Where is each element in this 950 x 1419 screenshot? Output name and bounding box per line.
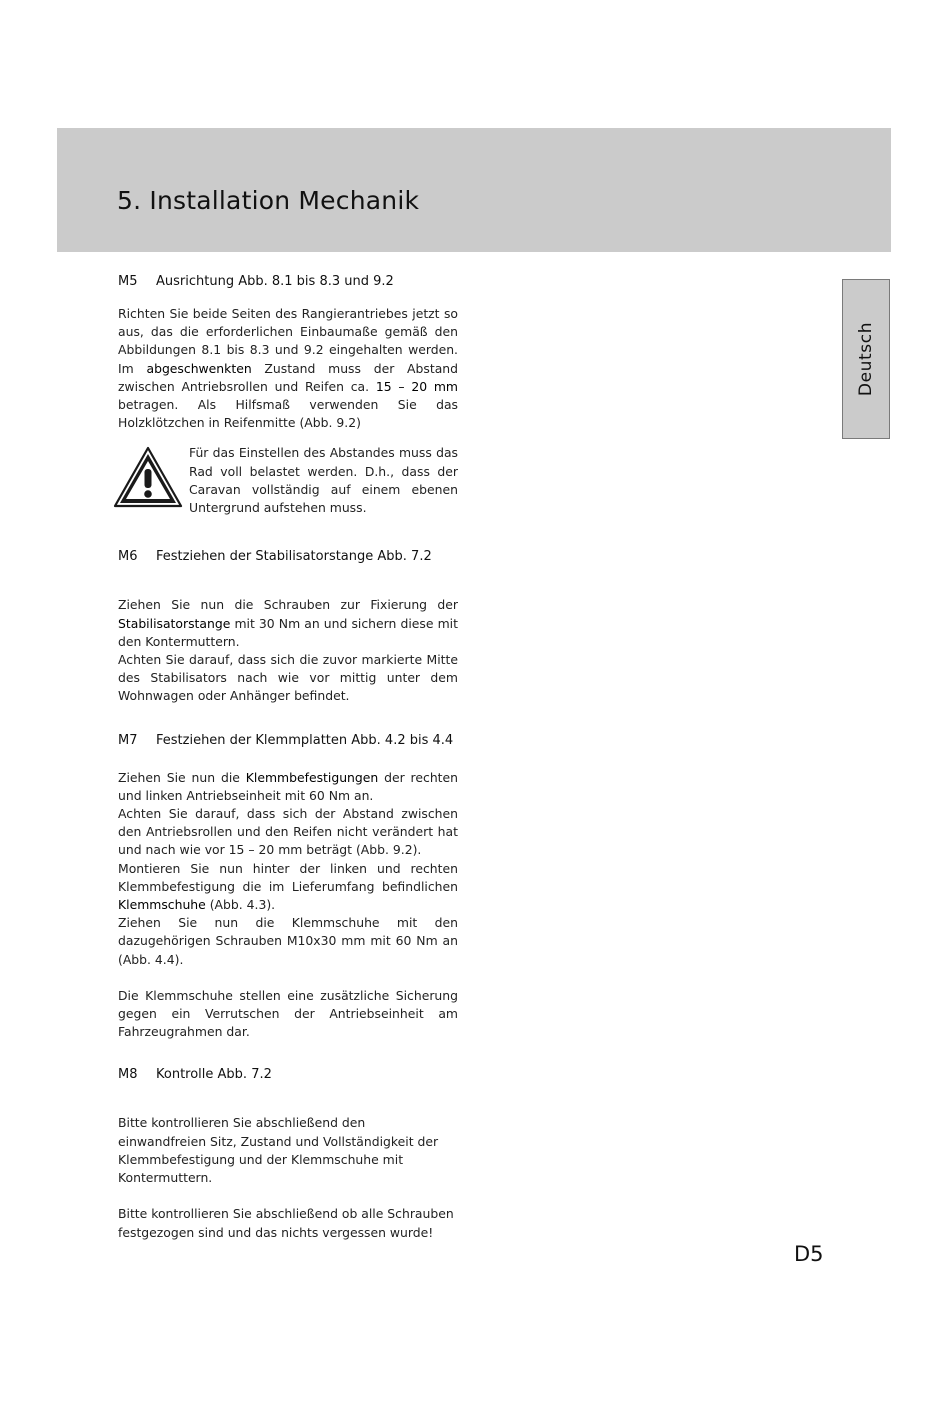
section-title: Ausrichtung Abb. 8.1 bis 8.3 und 9.2 bbox=[156, 274, 394, 289]
paragraph bbox=[118, 305, 458, 432]
text-run: betragen. Als Hilfsmaß verwenden Sie das Holzklötzchen in Reifenmitte (Abb. 9.2) bbox=[118, 397, 458, 431]
warning-triangle-icon bbox=[113, 446, 183, 508]
section-title: Festziehen der Klemmplatten Abb. 4.2 bis 4.4 bbox=[156, 732, 454, 748]
warning-block bbox=[118, 444, 458, 532]
emphasis-text: Stabilisatorstange bbox=[118, 615, 231, 631]
main-content bbox=[118, 272, 458, 1242]
paragraph: Achten Sie darauf, dass sich der Abstand zwischen den Antriebsrollen und den Reifen nicht verändert hat und nach wie vor 15 – 20 mm beträgt (Abb. 9.2). bbox=[118, 806, 458, 858]
language-tab-label: Deutsch bbox=[856, 321, 876, 397]
section-title: Kontrolle Abb. 7.2 bbox=[156, 1067, 272, 1083]
text-run: Montieren Sie nun hinter der linken und rechten Klemmbefestigung die im Lieferumfang befindlichen bbox=[118, 860, 458, 894]
emphasis-text: 15 – 20 mm bbox=[375, 378, 458, 394]
section-heading-m5 bbox=[118, 272, 458, 292]
section-number: M7 bbox=[118, 732, 138, 748]
paragraph bbox=[118, 769, 458, 805]
paragraph: Die Klemmschuhe stellen eine zusätzliche Sicherung gegen ein Verrutschen der Antriebseinheit am Fahrzeugrahmen dar. bbox=[118, 987, 458, 1040]
text-run: Zustand muss der Abstand zwischen Antriebsrollen und Reifen ca. bbox=[118, 360, 459, 394]
paragraph: Ziehen Sie nun die Klemmschuhe mit den dazugehörigen Schrauben M10x30 mm mit 60 Nm an (Abb. 4.4). bbox=[118, 915, 458, 967]
section-heading-m7 bbox=[118, 731, 458, 751]
language-tab bbox=[842, 279, 890, 439]
paragraph: Bitte kontrollieren Sie abschließend den einwandfreien Sitz, Zustand und Vollständigkeit der Klemmbefestigung und der Klemmschuhe mit Kontermuttern. bbox=[118, 1115, 439, 1186]
section-number: M8 bbox=[118, 1067, 138, 1083]
section-number: M5 bbox=[118, 274, 138, 289]
text-run: Ziehen Sie nun die bbox=[118, 769, 246, 785]
section-heading-m6 bbox=[118, 547, 458, 567]
text-run: (Abb. 4.3). bbox=[205, 897, 276, 913]
paragraph: Achten Sie darauf, dass sich die zuvor markierte Mitte des Stabilisators nach wie vor mittig unter dem Wohnwagen oder Anhänger befindet. bbox=[118, 652, 458, 704]
text-run: mit 30 Nm an und sichern diese mit den Kontermuttern. bbox=[118, 615, 458, 649]
section-heading-m8 bbox=[118, 1065, 458, 1085]
header-band bbox=[57, 128, 891, 252]
emphasis-text: Klemmschuhe bbox=[118, 897, 206, 913]
text-run: Richten Sie beide Seiten des Rangierantriebes jetzt so aus, das die erforderlichen Einbaumaße gemäß den Abbildungen 8.1 bis 8.3 und 9.2 eingehalten werden. Im bbox=[118, 306, 458, 376]
paragraph bbox=[118, 860, 458, 915]
text-run: der rechten und linken Antriebseinheit mit 60 Nm an. bbox=[118, 769, 459, 803]
page-number: D5 bbox=[794, 1242, 824, 1266]
paragraph bbox=[118, 596, 458, 651]
section-title: Festziehen der Stabilisatorstange Abb. 7.2 bbox=[156, 549, 432, 565]
emphasis-text: Klemmbefestigungen bbox=[245, 769, 379, 785]
emphasis-text: abgeschwenkten bbox=[146, 360, 252, 376]
section-number: M6 bbox=[118, 549, 138, 565]
paragraph: Bitte kontrollieren Sie abschließend ob alle Schrauben festgezogen sind und das nichts vergessen wurde! bbox=[118, 1206, 454, 1240]
text-run: Ziehen Sie nun die Schrauben zur Fixierung der bbox=[118, 597, 458, 613]
page-title: 5. Installation Mechanik bbox=[117, 186, 420, 215]
warning-text: Für das Einstellen des Abstandes muss das Rad voll belastet werden. D.h., dass der Caravan vollständig auf einem ebenen Untergrund aufstehen muss. bbox=[189, 445, 458, 516]
